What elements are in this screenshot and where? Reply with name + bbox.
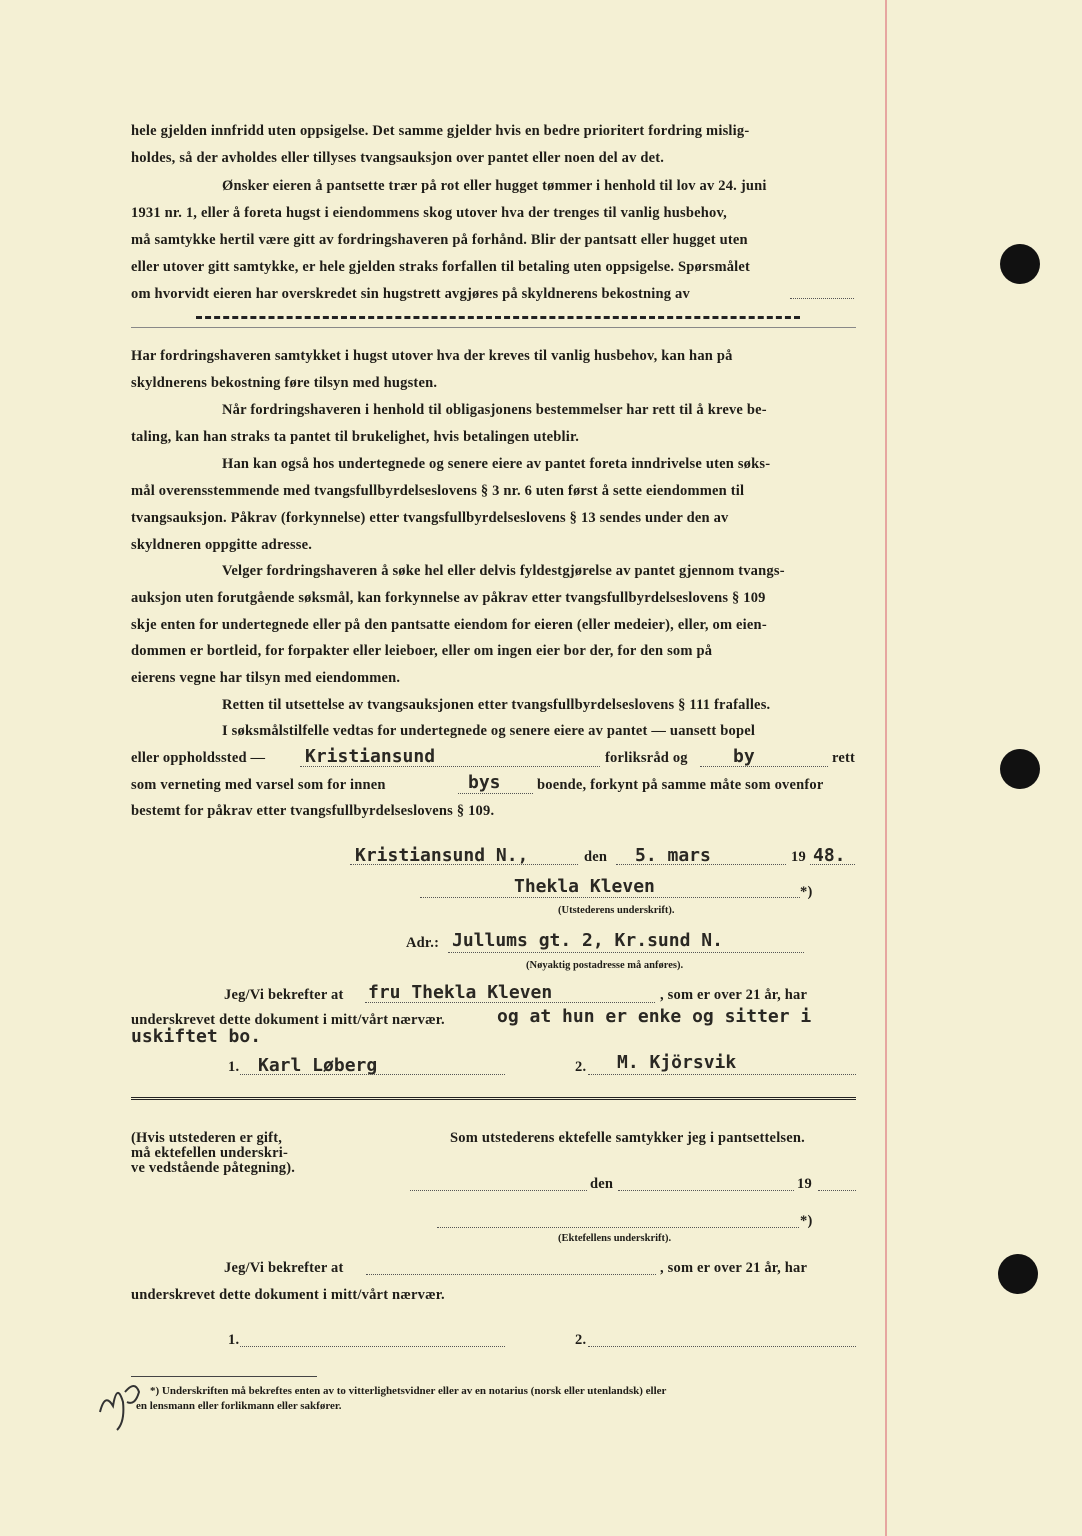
- address-caption: (Nøyaktig postadresse må anføres).: [526, 960, 684, 971]
- address-label: Adr.:: [406, 935, 440, 951]
- witness-prefix: Jeg/Vi bekrefter at: [224, 987, 344, 1003]
- fill-line: [448, 952, 804, 953]
- fill-line: [350, 864, 578, 865]
- witness-line2: underskrevet dette dokument i mitt/vårt nærvær.: [131, 1287, 445, 1303]
- text-line: om hvorvidt eieren har overskredet sin hugstrett avgjøres på skyldnerens bekostning av: [131, 286, 690, 302]
- venue-place: Kristiansund: [305, 746, 436, 767]
- witness-subject: fru Thekla Kleven: [368, 982, 553, 1003]
- footnote-marker: *): [800, 884, 813, 900]
- footnote-marker: *): [800, 1213, 813, 1229]
- fill-line: [790, 298, 854, 299]
- signature-date: 5. mars: [635, 845, 711, 866]
- text-line: skyldneren oppgitte adresse.: [131, 537, 313, 553]
- witness-suffix: , som er over 21 år, har: [660, 1260, 808, 1276]
- fill-line: [437, 1227, 799, 1228]
- issuer-address: Jullums gt. 2, Kr.sund N.: [452, 930, 723, 951]
- text-line: dommen er bortleid, for forpakter eller leieboer, eller om ingen eier bor der, for den som på: [131, 643, 713, 659]
- margin-line: [885, 0, 887, 1536]
- witness-prefix: Jeg/Vi bekrefter at: [224, 1260, 344, 1276]
- issuer-caption: (Utstederens underskrift).: [558, 905, 675, 916]
- witness-1-signature: Karl Løberg: [258, 1055, 378, 1076]
- text-line: Retten til utsettelse av tvangsauksjonen etter tvangsfullbyrdelseslovens § 111 frafalles.: [222, 697, 771, 713]
- fill-line: [588, 1074, 856, 1075]
- footnote-text: en lensmann eller forlikmann eller sakfører.: [136, 1400, 342, 1412]
- punch-hole: [1000, 244, 1040, 284]
- witness-number: 2.: [575, 1332, 587, 1348]
- fill-line: [410, 1190, 587, 1191]
- spouse-year-prefix: 19: [797, 1176, 812, 1192]
- fill-line: [588, 1346, 856, 1347]
- fill-line: [300, 766, 600, 767]
- venue-suffix: rett: [832, 750, 856, 766]
- text-line: hele gjelden innfridd uten oppsigelse. Det samme gjelder hvis en bedre prioritert fordring mislig-: [131, 123, 750, 139]
- punch-hole: [998, 1254, 1038, 1294]
- venue-line2-prefix: som verneting med varsel som for innen: [131, 777, 386, 793]
- text-line: Velger fordringshaveren å søke hel eller delvis fyldestgjørelse av pantet gjennom tvangs-: [222, 563, 785, 579]
- signature-year-prefix: 19: [791, 849, 806, 865]
- venue-city: bys: [468, 772, 501, 793]
- text-line: holdes, så der avholdes eller tillyses tvangsauksjon over pantet eller noen del av det.: [131, 150, 665, 166]
- footnote-text: *) Underskriften må bekreftes enten av to vitterlighetsvidner eller av en notarius (norsk eller utenlandsk) eller: [150, 1385, 667, 1397]
- fill-line: [365, 1002, 655, 1003]
- spouse-consent: Som utstederens ektefelle samtykker jeg i pantsettelsen.: [450, 1130, 805, 1146]
- witness-2-signature: M. Kjörsvik: [617, 1052, 737, 1073]
- venue-line3: bestemt for påkrav etter tvangsfullbyrdelseslovens § 109.: [131, 803, 495, 819]
- signature-year: 48.: [813, 845, 846, 866]
- signature-den: den: [584, 849, 608, 865]
- text-line: tvangsauksjon. Påkrav (forkynnelse) etter tvangsfullbyrdelseslovens § 13 sendes under den av: [131, 510, 729, 526]
- venue-prefix: eller oppholdssted —: [131, 750, 266, 766]
- footnote-divider: [131, 1376, 317, 1377]
- divider: [131, 327, 856, 328]
- spouse-note: ve vedstående påtegning).: [131, 1160, 296, 1176]
- fill-line: [458, 793, 533, 794]
- divider: [131, 1097, 856, 1100]
- witness-addition: uskiftet bo.: [131, 1026, 262, 1047]
- witness-addition: og at hun er enke og sitter i: [497, 1006, 812, 1027]
- struck-line: [196, 316, 800, 319]
- witness-suffix: , som er over 21 år, har: [660, 987, 808, 1003]
- fill-line: [616, 864, 786, 865]
- spouse-note: må ektefellen underskri-: [131, 1145, 289, 1161]
- issuer-signature: Thekla Kleven: [514, 876, 655, 897]
- witness-number: 1.: [228, 1332, 240, 1348]
- text-line: skyldnerens bekostning føre tilsyn med hugsten.: [131, 375, 438, 391]
- fill-line: [810, 864, 855, 865]
- text-line: Når fordringshaveren i henhold til obligasjonens bestemmelser har rett til å kreve be-: [222, 402, 767, 418]
- venue-line2-suffix: boende, forkynt på samme måte som ovenfor: [537, 777, 824, 793]
- fill-line: [366, 1274, 656, 1275]
- fill-line: [818, 1190, 856, 1191]
- fill-line: [240, 1346, 505, 1347]
- text-line: eierens vegne har tilsyn med eiendommen.: [131, 670, 401, 686]
- text-line: Ønsker eieren å pantsette trær på rot eller hugget tømmer i henhold til lov av 24. juni: [222, 178, 767, 194]
- text-line: mål overensstemmende med tvangsfullbyrdelseslovens § 3 nr. 6 uten først å sette eiendommen til: [131, 483, 745, 499]
- spouse-den: den: [590, 1176, 614, 1192]
- witness-number: 1.: [228, 1059, 240, 1075]
- spouse-note: (Hvis utstederen er gift,: [131, 1130, 283, 1146]
- fill-line: [240, 1074, 505, 1075]
- text-line: 1931 nr. 1, eller å foreta hugst i eiendommens skog utover hva der trenges til vanlig husbehov,: [131, 205, 727, 221]
- text-line: taling, kan han straks ta pantet til brukelighet, hvis betalingen uteblir.: [131, 429, 580, 445]
- text-line: må samtykke hertil være gitt av fordringshaveren på forhånd. Blir der pantsatt eller hugget uten: [131, 232, 748, 248]
- signature-place: Kristiansund N.,: [355, 845, 529, 866]
- fill-line: [618, 1190, 794, 1191]
- text-line: eller utover gitt samtykke, er hele gjelden straks forfallen til betaling uten oppsigelse. Spørsmålet: [131, 259, 751, 275]
- text-line: I søksmålstilfelle vedtas for undertegnede og senere eiere av pantet — uansett bopel: [222, 723, 756, 739]
- witness-line2: underskrevet dette dokument i mitt/vårt nærvær.: [131, 1012, 445, 1028]
- text-line: Har fordringshaveren samtykket i hugst utover hva der kreves til vanlig husbehov, kan han på: [131, 348, 733, 364]
- spouse-caption: (Ektefellens underskrift).: [558, 1233, 672, 1244]
- text-line: Han kan også hos undertegnede og senere eiere av pantet foreta inndrivelse uten søks-: [222, 456, 771, 472]
- fill-line: [700, 766, 828, 767]
- fill-line: [420, 897, 800, 898]
- venue-middle: forliksråd og: [605, 750, 688, 766]
- venue-court: by: [733, 746, 755, 767]
- witness-number: 2.: [575, 1059, 587, 1075]
- text-line: skje enten for undertegnede eller på den pantsatte eiendom for eieren (eller medeier), eller, om eien-: [131, 617, 767, 633]
- text-line: auksjon uten forutgående søksmål, kan forkynnelse av påkrav etter tvangsfullbyrdelseslovens § 109: [131, 590, 766, 606]
- punch-hole: [1000, 749, 1040, 789]
